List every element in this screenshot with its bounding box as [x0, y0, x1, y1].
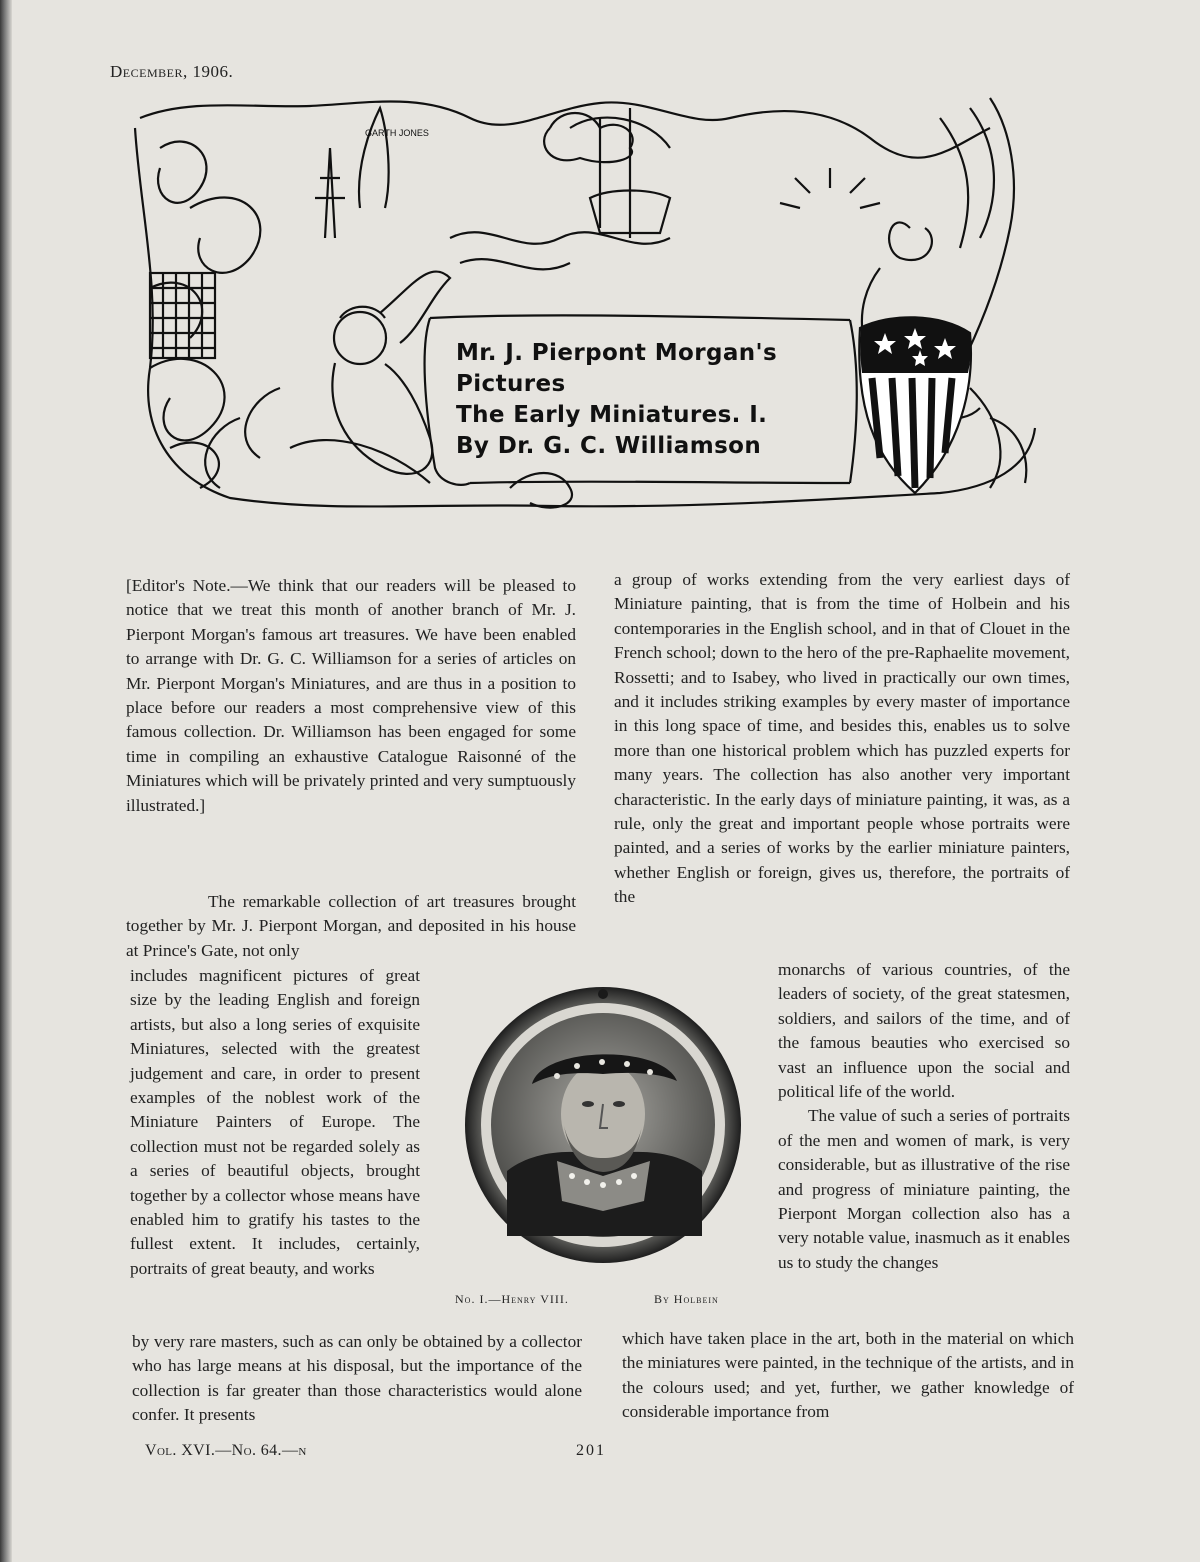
body-left-bottom: [132, 1330, 582, 1428]
body-paragraph: The remarkable collection of art treasures brought together by Mr. J. Pierpont Morgan, and deposited in his house at Prince's Gate, not only: [126, 892, 576, 960]
body-right-bottom: [622, 1327, 1074, 1425]
body-paragraph: by very rare masters, such as can only be obtained by a collector who has large means at his disposal, but the importance of the collection is far greater than those characteristics would alone confer. It presents: [132, 1332, 582, 1425]
title-line: The Early Miniatures. I.: [456, 402, 768, 428]
body-right-wrap: [778, 958, 1070, 1275]
body-left-wrap: [130, 964, 420, 1281]
editors-note-text: [Editor's Note.—We think that our readers will be pleased to notice that we treat this month of another branch of Mr. J. Pierpont Morgan's famous art treasures. We have been enabled to arrange with Dr. G. C. Williamson for a series of articles on Mr. Pierpont Morgan's Miniatures, and are thus in a position to place before our readers a most comprehensive view of this famous collection. Dr. Williamson has been engaged for some time in compiling an exhaustive Catalogue Raisonné of the Miniatures which will be privately printed and very sumptuously illustrated.]: [126, 576, 576, 815]
banner-signature: GARTH JONES: [365, 128, 429, 138]
body-left-top: [126, 890, 576, 963]
editors-note: [126, 574, 576, 818]
portrait-image: [462, 986, 744, 1264]
body-paragraph: which have taken place in the art, both in the material on which the miniatures were painted, in the technique of the artists, and in the colours used; and yet, further, we gather knowledge of considerable importance from: [622, 1329, 1074, 1422]
running-head: December, 1906.: [110, 62, 234, 81]
page-scan-edge: [0, 0, 12, 1562]
title-line: Pictures: [456, 371, 566, 397]
henry-viii-miniature: [462, 986, 744, 1264]
figure-caption-title: No. I.—Henry VIII.: [455, 1292, 569, 1306]
body-paragraph: a group of works extending from the very earliest days of Miniature painting, that is from the time of Holbein and his contemporaries in the English school, and in that of Clouet in the French school; down to the hero of the pre-Raphaelite movement, Rossetti; and to Isabey, who lived in practically our own times, and it includes striking examples by every master of importance in this long space of time, and besides this, enables us to solve more than one historical problem which has puzzled experts for many years. The collection has also another very important characteristic. In the early days of miniature painting, it was, as a rule, only the great and important people whose portraits were painted, and a series of works by the earlier miniature painters, whether English or foreign, gives us, therefore, the portraits of the: [614, 570, 1070, 907]
body-paragraph: monarchs of various countries, of the leaders of society, of the great statesmen, soldiers, and sailors of the time, and of the famous beauties who exercised so vast an influence upon the social and political life of the world.: [778, 960, 1070, 1102]
page-number: 201: [576, 1442, 606, 1459]
body-paragraph: includes magnificent pictures of great size by the leading English and foreign artists, but also a long series of exquisite Miniatures, selected with the greatest judgement and care, in order to present examples of the noblest work of the Miniature Painters of Europe. The collection must not be regarded solely as a series of beautiful objects, brought together by a collector whose means have enabled him to gratify his tastes to the fullest extent. It includes, certainly, portraits of great beauty, and works: [130, 966, 420, 1278]
body-paragraph: The value of such a series of portraits of the men and women of mark, is very considerable, but as illustrative of the rise and progress of miniature painting, the Pierpont Morgan collection also has a very notable value, inasmuch as it enables us to study the changes: [778, 1106, 1070, 1272]
shield-icon: [859, 317, 971, 493]
title-line: By Dr. G. C. Williamson: [456, 433, 762, 459]
figure-caption-artist: By Holbein: [654, 1292, 719, 1306]
article-title: [456, 338, 777, 462]
body-right-top: [614, 568, 1070, 910]
volume-line: Vol. XVI.—No. 64.—n: [145, 1442, 307, 1459]
title-line: Mr. J. Pierpont Morgan's: [456, 340, 778, 366]
